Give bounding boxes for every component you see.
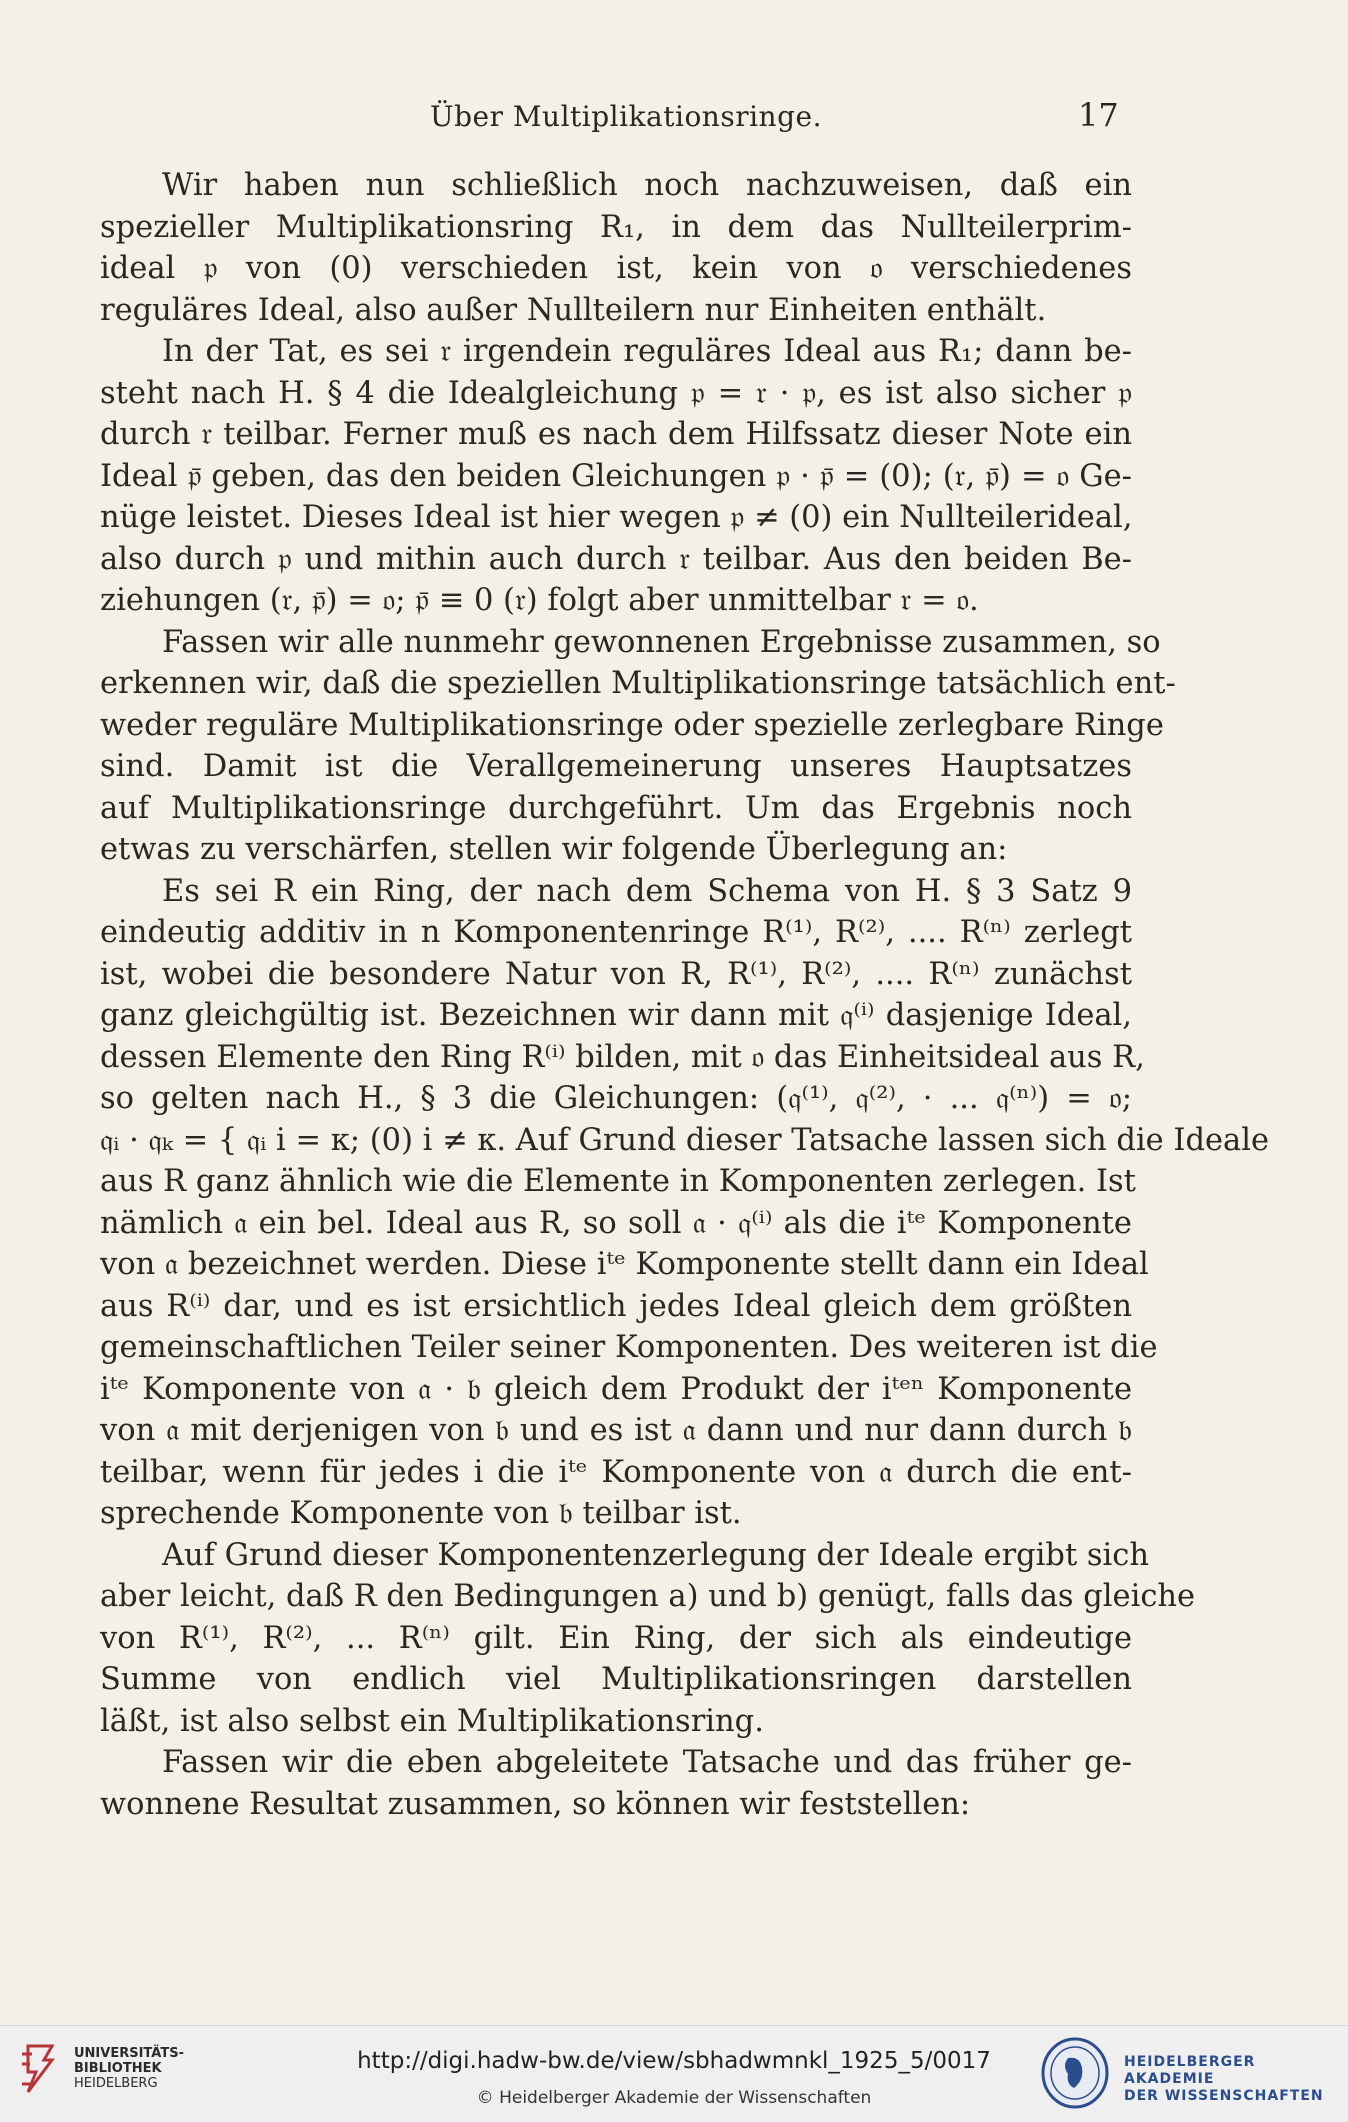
text-line: Es sei R ein Ring, der nach dem Schema von H. § 3 Satz 9 bbox=[162, 873, 1132, 909]
text-line: so gelten nach H., § 3 die Gleichungen: (𝔮⁽¹⁾, 𝔮⁽²⁾, · ... 𝔮⁽ⁿ⁾) = 𝔬; bbox=[100, 1081, 1132, 1116]
text-line: aus R⁽ⁱ⁾ dar, und es ist ersichtlich jedes Ideal gleich dem größten bbox=[100, 1288, 1132, 1324]
text-line: von R⁽¹⁾, R⁽²⁾, ... R⁽ⁿ⁾ gilt. Ein Ring, der sich als eindeutige bbox=[100, 1620, 1132, 1656]
text-line: In der Tat, es sei 𝔯 irgendein reguläres Ideal aus R₁; dann be- bbox=[162, 334, 1132, 369]
text-line: nüge leistet. Dieses Ideal ist hier wegen 𝔭 ≠ (0) ein Nullteilerideal, bbox=[100, 500, 1133, 535]
text-line: Summe von endlich viel Multiplikationsringen darstellen bbox=[100, 1662, 1132, 1697]
text-line: erkennen wir, daß die speziellen Multiplikationsringe tatsächlich ent- bbox=[100, 666, 1176, 701]
text-line: von 𝔞 bezeichnet werden. Diese iᵗᵉ Komponente stellt dann ein Ideal bbox=[100, 1247, 1149, 1282]
text-line: durch 𝔯 teilbar. Ferner muß es nach dem Hilfssatz dieser Note ein bbox=[100, 417, 1132, 452]
text-line: reguläres Ideal, also außer Nullteilern nur Einheiten enthält. bbox=[100, 292, 1047, 328]
page-header bbox=[0, 96, 1348, 140]
academy-label bbox=[1124, 2054, 1348, 2105]
text-line: 𝔮ᵢ · 𝔮ₖ = { 𝔮ᵢ i = κ; (0) i ≠ κ. Auf Grund dieser Tatsache lassen sich die Ideale bbox=[100, 1122, 1270, 1158]
text-line: sprechende Komponente von 𝔟 teilbar ist. bbox=[100, 1496, 742, 1531]
text-line: Wir haben nun schließlich noch nachzuweisen, daß ein bbox=[162, 168, 1132, 203]
academy-name-line-1: HEIDELBERGER AKADEMIE bbox=[1124, 2054, 1256, 2087]
text-line: von 𝔞 mit derjenigen von 𝔟 und es ist 𝔞 dann und nur dann durch 𝔟 bbox=[100, 1413, 1132, 1448]
text-line: aber leicht, daß R den Bedingungen a) und b) genügt, falls das gleiche bbox=[100, 1579, 1196, 1614]
text-line: Fassen wir die eben abgeleitete Tatsache und das früher ge- bbox=[162, 1745, 1132, 1780]
text-line: etwas zu verschärfen, stellen wir folgende Überlegung an: bbox=[100, 832, 1008, 867]
text-line: dessen Elemente den Ring R⁽ⁱ⁾ bilden, mit 𝔬 das Einheitsideal aus R, bbox=[100, 1039, 1145, 1075]
text-line: Auf Grund dieser Komponentenzerlegung der Ideale ergibt sich bbox=[162, 1537, 1150, 1573]
text-line: also durch 𝔭 und mithin auch durch 𝔯 teilbar. Aus den beiden Be- bbox=[100, 541, 1132, 577]
text-line: ideal 𝔭 von (0) verschieden ist, kein von 𝔬 verschiedenes bbox=[100, 251, 1132, 286]
text-line: steht nach H. § 4 die Idealgleichung 𝔭 = 𝔯 · 𝔭, es ist also sicher 𝔭 bbox=[100, 375, 1132, 411]
text-line: iᵗᵉ Komponente von 𝔞 · 𝔟 gleich dem Produkt der iᵗᵉⁿ Komponente bbox=[100, 1371, 1132, 1407]
permalink-link[interactable]: http://digi.hadw-bw.de/view/sbhadwmnkl_1925_5/0017 bbox=[357, 2048, 991, 2074]
text-line: ziehungen (𝔯, 𝔭̄) = 𝔬; 𝔭̄ ≡ 0 (𝔯) folgt aber unmittelbar 𝔯 = 𝔬. bbox=[100, 583, 979, 618]
text-line: aus R ganz ähnlich wie die Elemente in Komponenten zerlegen. Ist bbox=[100, 1164, 1136, 1199]
body-text bbox=[100, 165, 1270, 1825]
text-line: Ideal 𝔭̄ geben, das den beiden Gleichungen 𝔭 · 𝔭̄ = (0); (𝔯, 𝔭̄) = 𝔬 Ge- bbox=[100, 458, 1132, 494]
text-line: ganz gleichgültig ist. Bezeichnen wir dann mit 𝔮⁽ⁱ⁾ dasjenige Ideal, bbox=[100, 998, 1132, 1033]
text-line: läßt, ist also selbst ein Multiplikationsring. bbox=[100, 1703, 764, 1739]
text-line: eindeutig additiv in n Komponentenringe R⁽¹⁾, R⁽²⁾, .... R⁽ⁿ⁾ zerlegt bbox=[100, 915, 1132, 950]
text-line: spezieller Multiplikationsring R₁, in dem das Nullteilerprim- bbox=[100, 209, 1132, 245]
text-line: gemeinschaftlichen Teiler seiner Komponenten. Des weiteren ist die bbox=[100, 1330, 1158, 1365]
text-line: weder reguläre Multiplikationsringe oder spezielle zerlegbare Ringe bbox=[100, 707, 1164, 743]
library-name-line-2: BIBLIOTHEK bbox=[74, 2061, 162, 2076]
text-line: auf Multiplikationsringe durchgeführt. Um das Ergebnis noch bbox=[100, 790, 1132, 826]
text-line: wonnene Resultat zusammen, so können wir feststellen: bbox=[100, 1786, 971, 1822]
text-line: sind. Damit ist die Verallgemeinerung unseres Hauptsatzes bbox=[100, 749, 1132, 784]
academy-seal-icon bbox=[1040, 2036, 1110, 2110]
text-line: nämlich 𝔞 ein bel. Ideal aus R, so soll 𝔞 · 𝔮⁽ⁱ⁾ als die iᵗᵉ Komponente bbox=[100, 1205, 1132, 1241]
library-name-line-1: UNIVERSITÄTS- bbox=[74, 2046, 184, 2061]
text-line: teilbar, wenn für jedes i die iᵗᵉ Komponente von 𝔞 durch die ent- bbox=[100, 1454, 1132, 1490]
page-number: 17 bbox=[1078, 96, 1119, 134]
running-title: Über Multiplikationsringe. bbox=[430, 100, 822, 133]
text-line: Fassen wir alle nunmehr gewonnenen Ergebnisse zusammen, so bbox=[162, 624, 1161, 660]
copyright-notice: © Heidelberger Akademie der Wissenschaften bbox=[476, 2088, 872, 2108]
text-line: ist, wobei die besondere Natur von R, R⁽¹⁾, R⁽²⁾, .... R⁽ⁿ⁾ zunächst bbox=[100, 956, 1132, 992]
library-city: HEIDELBERG bbox=[74, 2076, 158, 2091]
academy-name-line-2: DER WISSENSCHAFTEN bbox=[1124, 2088, 1324, 2104]
viewer-footer bbox=[0, 2025, 1348, 2122]
